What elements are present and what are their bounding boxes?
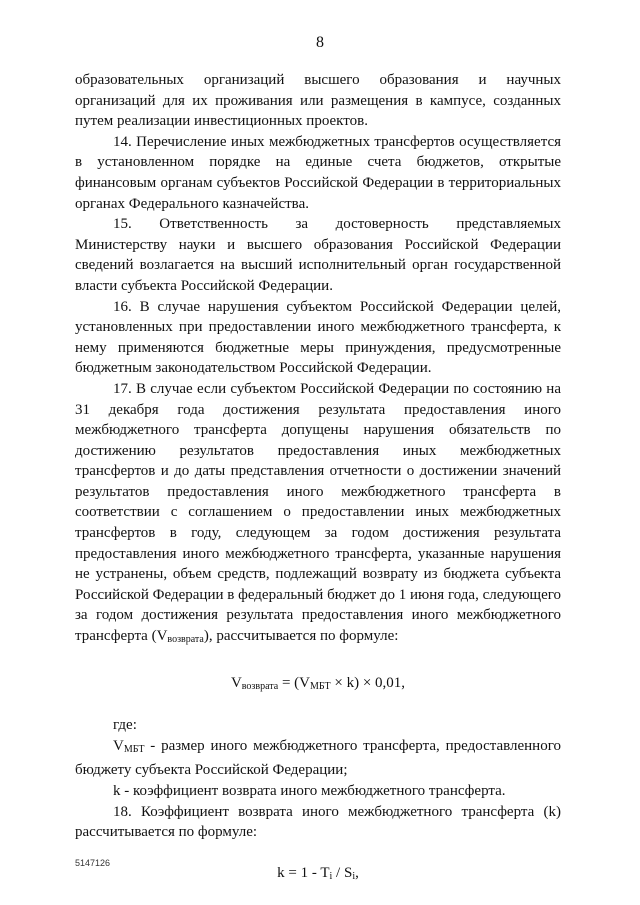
- formula-mid: = (V: [278, 674, 311, 691]
- formula-tail: × k) × 0,01,: [330, 674, 406, 691]
- document-body: [75, 70, 561, 905]
- definition-k: k - коэффициент возврата иного межбюджетного трансферта.: [113, 783, 506, 799]
- document-code: 5147126: [75, 858, 111, 868]
- formula-coefficient: [75, 863, 561, 888]
- definition-vmbt-symbol: V: [113, 737, 124, 754]
- formula-v: V: [230, 674, 242, 691]
- paragraph-17-subscript: возврата: [167, 634, 204, 646]
- paragraph-15: 15. Ответственность за достоверность представляемых Министерству науки и высшего образования Российской Федерации сведений возлагается на высший исполнительный орган государственной власти субъекта Российской Федерации.: [75, 216, 561, 294]
- formula-v-subscript: возврата: [241, 680, 279, 692]
- page-number: 8: [316, 34, 324, 51]
- formula2-t-subscript: i: [329, 870, 333, 882]
- paragraph-17-text: 17. В случае если субъектом Российской Федерации по состоянию на 31 декабря года достижения результата предоставления иного межбюджетного трансферта допущены нарушения обязательств по достижению результатов предоставления иных межбюджетных трансфертов и до даты представления отчетности о достижении значений результатов предоставления иного межбюджетного трансферта в соответствии с соглашением о предоставлении иных межбюджетных трансфертов в году, следующем за годом достижения результата предоставления иного межбюджетного трансферта, указанные нарушения не устранены, объем средств, подлежащий возврату из бюджета субъекта Российской Федерации в федеральный бюджет до 1 июня года, следующего за годом достижения результата предоставления иного межбюджетного трансферта (V: [75, 380, 562, 645]
- formula2-mid: / S: [332, 864, 353, 881]
- formula2-head: k = 1 - T: [277, 864, 330, 881]
- paragraph-16: 16. В случае нарушения субъектом Российской Федерации целей, установленных при предоставлении иного межбюджетного трансферта, к нему применяются бюджетные меры принуждения, предусмотренные бюджетным законодательством Российской Федерации.: [75, 298, 561, 377]
- paragraph-18: 18. Коэффициент возврата иного межбюджетного трансферта (k) рассчитывается по формуле:: [75, 803, 561, 841]
- where-label: где:: [113, 717, 137, 734]
- paragraph-continuation: образовательных организаций высшего образования и научных организаций для их проживания или размещения в кампусе, созданных путем реализации инвестиционных проектов.: [75, 72, 561, 130]
- formula2-tail: ,: [355, 864, 359, 881]
- formula-return-volume: [75, 673, 561, 698]
- definition-vmbt: [75, 736, 561, 781]
- paragraph-17: [75, 379, 561, 651]
- definition-vmbt-subscript: МБТ: [123, 743, 145, 755]
- formula-mbt-subscript: МБТ: [310, 680, 331, 692]
- formula2-s-subscript: i: [352, 870, 356, 882]
- definition-vmbt-text: - размер иного межбюджетного трансферта, предоставленного бюджету субъекта Российской Федерации;: [75, 737, 561, 779]
- paragraph-14: 14. Перечисление иных межбюджетных трансфертов осуществляется в установленном порядке на единые счета бюджетов, открытые финансовым органам субъектов Российской Федерации в территориальных органах Федерального казначейства.: [75, 133, 561, 212]
- paragraph-17-tail: ), рассчитывается по формуле:: [203, 628, 399, 645]
